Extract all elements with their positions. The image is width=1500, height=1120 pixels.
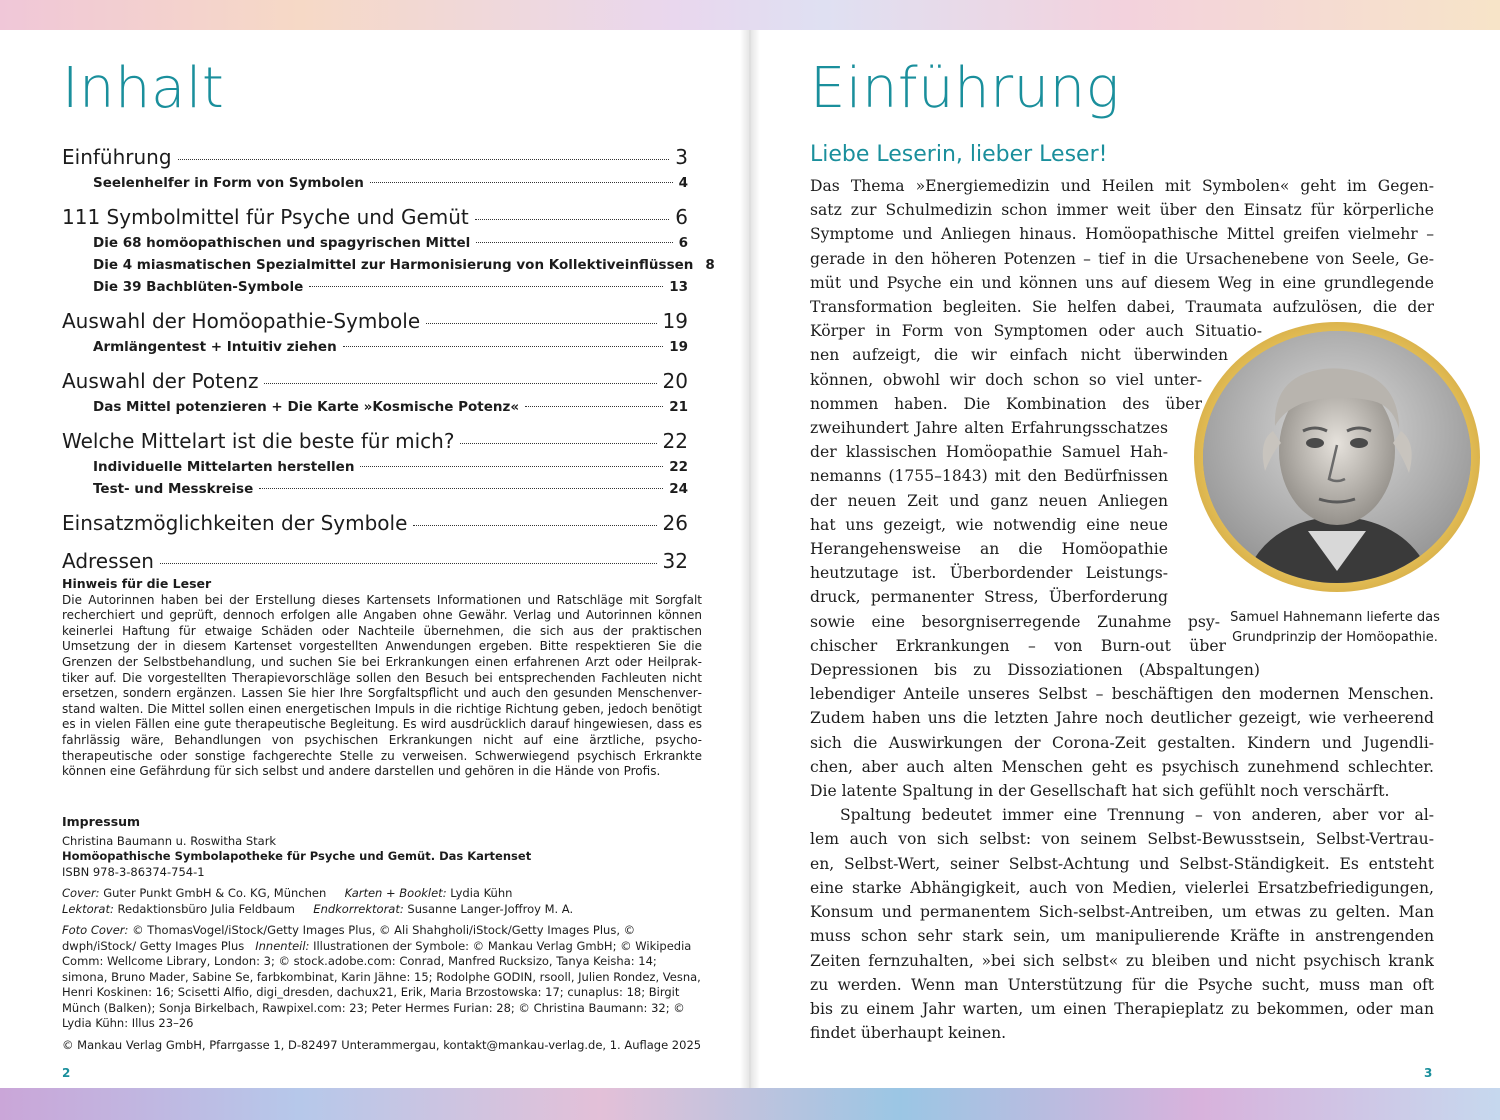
toc-page-number: 22 xyxy=(662,429,688,453)
chapter-title: Einführung xyxy=(810,56,1120,121)
toc-subentry xyxy=(62,459,688,481)
toc-leader-dots xyxy=(259,488,663,489)
body-text-line: Das Thema »Energiemedizin und Heilen mit Symbolen« geht im Gegen- xyxy=(810,177,1434,195)
toc-entry-title: 111 Symbolmittel für Psyche und Gemüt xyxy=(62,205,469,229)
body-text-line: lem auch von sich selbst: von seinem Selbst-Bewusstsein, Selbst-Vertrau- xyxy=(810,830,1434,849)
toc-entry xyxy=(62,309,688,339)
imprint-title: Impressum xyxy=(62,814,141,829)
toc-subentry xyxy=(62,399,688,421)
body-text-line: bis zu einem Jahr warten, um einen Therapieplatz zu bekommen, oder man xyxy=(810,999,1434,1018)
body-text-line: nommen haben. Die Kombination des über xyxy=(810,394,1202,413)
cover-label: Cover: xyxy=(62,886,100,900)
toc-subentry xyxy=(62,175,688,197)
foto-cover-label: Foto Cover: xyxy=(62,923,129,937)
toc-entry xyxy=(62,145,688,175)
karten-value: Lydia Kühn xyxy=(450,886,513,900)
toc-entry-title: Auswahl der Potenz xyxy=(62,369,259,393)
imprint-book-info xyxy=(62,834,702,881)
toc-page-number: 6 xyxy=(675,205,688,229)
lektorat-value: Redaktionsbüro Julia Feldbaum xyxy=(117,901,296,916)
body-text-line: gerade in den höheren Potenzen – tief in die Ursachenebene von Seele, Ge- xyxy=(810,249,1434,268)
toc-leader-dots xyxy=(360,466,663,467)
body-text-line: können, obwohl wir doch schon so viel unter- xyxy=(810,370,1202,389)
body-text-line: en, Selbst-Wert, seiner Selbst-Achtung und Selbst-Ständigkeit. Es entsteht xyxy=(810,854,1434,873)
toc-page-number: 6 xyxy=(678,235,688,251)
body-text-line: nen aufzeigt, die wir einfach nicht überwinden xyxy=(810,346,1228,365)
toc-page-number: 26 xyxy=(662,511,688,535)
toc-subentry xyxy=(62,257,715,279)
toc-entry xyxy=(62,549,688,579)
toc-page-number: 32 xyxy=(662,549,688,573)
body-text-line: sowie eine besorgniserregende Zunahme psy- xyxy=(810,612,1220,631)
body-text-line: chen, aber auch alten Menschen geht es psychisch zunehmend schlechter. xyxy=(810,757,1434,776)
toc-entry xyxy=(62,429,688,459)
toc-leader-dots xyxy=(160,563,657,564)
imprint-isbn: ISBN 978-3-86374-754-1 xyxy=(62,864,205,879)
toc-entry-title: Seelenhelfer in Form von Symbolen xyxy=(93,175,364,191)
toc-entry-title: Armlängentest + Intuitiv ziehen xyxy=(93,339,337,355)
body-text-line: satz zur Schulmedizin schon immer weit über den Einsatz für körperliche xyxy=(810,201,1434,220)
foto-cover-value: © ThomasVogel/iStock/Getty Images Plus, © Ali Shahgholi/iStock/Getty Images Plus, © dwph/iStock/ Getty Images Plus xyxy=(62,923,636,953)
toc-leader-dots xyxy=(178,159,670,160)
imprint xyxy=(62,814,702,1053)
toc-subentry xyxy=(62,339,688,361)
body-text-line: Zudem haben uns die letzten Jahre noch deutlicher gezeigt, wie verheerend xyxy=(810,709,1434,728)
toc-leader-dots xyxy=(475,219,669,220)
toc-entry-title: Die 4 miasmatischen Spezialmittel zur Harmonisierung von Kollektiveinflüssen xyxy=(93,257,694,273)
body-text-line: Symptome und Anliegen hinaus. Homöopathische Mittel greifen vielmehr – xyxy=(810,225,1434,244)
toc-leader-dots xyxy=(460,443,656,444)
imprint-authors: Christina Baumann u. Roswitha Stark xyxy=(62,833,277,848)
reader-notice-text: Die Autorinnen haben bei der Erstellung dieses Kartensets Informationen und Ratschläge mit Sorgfalt recherchiert und geprüft, dennoch erfolgen alle Angaben ohne Gewähr. Verlag und Autorinnen können keinerlei Haftung für etwaige Schäden oder Nachteile übernehmen, die sich aus der praktischen Umsetzung der in diesem Kartenset vorgestellten Anwendungen ergeben. Bitte respektieren Sie die Grenzen der Selbstbehandlung, und suchen Sie bei Erkrankungen einen erfahrenen Arzt oder Heilpraktiker auf. Die vorgestellten Therapievorschläge sollen den Besuch bei entsprechenden Fachleuten nicht ersetzen, sondern ergänzen. Lassen Sie hier Ihre Sorgfaltspflicht und auch den gesunden Menschenverstand walten. Die Mittel sollen einen energetischen Impuls in die richtige Richtung geben, jedoch benötigt es in vielen Fällen eine gute therapeutische Begleitung. Es wird ausdrücklich darauf hingewiesen, dass es fahrlässig wäre, Behandlungen von psychischen Erkrankungen nicht auf eine ärztliche, psychotherapeutische oder sonstige fachgerechte Stelle zu verweisen. Schwerwiegend psychisch Erkrankte können eine Gefährdung für sich selbst und andere darstellen und gehören in die Hände von Profis. xyxy=(62,592,702,779)
body-text-line: heutzutage ist. Überbordender Leistungs- xyxy=(810,564,1168,583)
body-text-line: nemanns (1755–1843) mit den Bedürfnissen xyxy=(810,467,1168,486)
toc-leader-dots xyxy=(426,323,656,324)
body-text-line: chischer Erkrankungen – von Burn-out über xyxy=(810,636,1226,655)
toc-page-number: 22 xyxy=(669,459,688,475)
body-text-line: Konsum und permanentem Sich-selbst-Antreiben, um etwas zu gelten. Man xyxy=(810,903,1434,922)
toc-entry xyxy=(62,511,688,541)
portrait-caption: Samuel Hahnemann lieferte das Grundprinzip der Homöopathie. xyxy=(1230,610,1440,645)
lektorat-label: Lektorat: xyxy=(62,901,114,916)
toc-subentry xyxy=(62,235,688,257)
toc-leader-dots xyxy=(476,242,672,243)
body-text-line: muss schon sehr stark sein, um manipulierende Kräfte in anstrengenden xyxy=(810,927,1434,946)
hahnemann-portrait-image xyxy=(1203,331,1471,583)
page-number-left: 2 xyxy=(62,1066,71,1080)
body-text-line: Herangehensweise an die Homöopathie xyxy=(810,540,1168,559)
body-text-line: der neuen Zeit und ganz neuen Anliegen xyxy=(810,491,1168,510)
toc-leader-dots xyxy=(370,182,673,183)
toc-page-number: 8 xyxy=(705,257,715,273)
toc-page-number: 19 xyxy=(669,339,688,355)
body-text-line: eine starke Abhängigkeit, auch von Medien, vielerlei Ersatzbefriedigungen, xyxy=(810,878,1434,897)
toc-entry-title: Einsatzmöglichkeiten der Symbole xyxy=(62,511,408,535)
body-text-line: müt und Psyche ein und können uns auf diesem Weg in eine grundlegende xyxy=(810,273,1434,292)
body-text-line: druck, permanenter Stress, Überforderung xyxy=(810,588,1168,607)
toc-page-number: 21 xyxy=(669,399,688,415)
portrait-illustration xyxy=(1203,331,1471,583)
toc-title: Inhalt xyxy=(62,56,225,121)
toc-entry-title: Das Mittel potenzieren + Die Karte »Kosmische Potenz« xyxy=(93,399,520,415)
innenteil-value: Illustrationen der Symbole: © Mankau Verlag GmbH; © Wikipedia Comm: Wellcome Library, London: 3; © stock.adobe.com: Conrad, Manfred Rucksizo, Tanya Keisha: 14; simona, Bruno Mader, Sabine Se, farbkombinat, Karin Jähne: 15; Rodolphe GODIN, rsooll, Julien Rondez, Vesna, Henri Koskinen: 16; Scisetti Alfio, digi_dresden, dachux21, Erik, Maria Brzostowska: 17; cunaplus: 18; Birgit Münch (Balken); Sonja Birkelbach, Rawpixel.com: 23; Peter Hermes Furian: 28; © Christina Baumann: 32; © Lydia Kühn: Illus 23–26 xyxy=(62,938,701,1030)
toc-page-number: 20 xyxy=(662,369,688,393)
decorative-bottom-strip xyxy=(0,1088,1500,1120)
toc-leader-dots xyxy=(264,383,656,384)
body-text-line: lebendiger Anteile unseres Selbst – beschäftigen den modernen Menschen. xyxy=(810,685,1434,704)
toc-leader-dots xyxy=(309,286,663,287)
toc-page-number: 24 xyxy=(669,481,688,497)
table-of-contents xyxy=(62,145,715,579)
chapter-subtitle: Liebe Leserin, lieber Leser! xyxy=(810,142,1108,167)
body-text-line: der klassischen Homöopathie Samuel Hah- xyxy=(810,443,1168,462)
toc-page-number: 4 xyxy=(678,175,688,191)
imprint-photo-credits xyxy=(62,923,702,1032)
toc-entry-title: Adressen xyxy=(62,549,154,573)
toc-entry-title: Welche Mittelart ist die beste für mich? xyxy=(62,429,455,453)
toc-page-number: 13 xyxy=(669,279,688,295)
portrait-frame xyxy=(1194,322,1480,592)
imprint-publisher: © Mankau Verlag GmbH, Pfarrgasse 1, D-82497 Unterammergau, kontakt@mankau-verlag.de, 1. Auflage 2025 xyxy=(62,1037,702,1052)
toc-page-number: 3 xyxy=(675,145,688,169)
body-text-line: Depressionen bis zu Dissoziationen (Abspaltungen) xyxy=(810,661,1260,680)
body-text-line: findet überhaupt keinen. xyxy=(810,1024,1007,1043)
endkorrektorat-label: Endkorrektorat: xyxy=(313,901,404,916)
body-text-line: Die latente Spaltung in der Gesellschaft hat sich gefühlt noch verschärft. xyxy=(810,782,1390,801)
toc-subentry xyxy=(62,481,688,503)
imprint-credits xyxy=(62,886,702,917)
body-text-line: hat uns gezeigt, wie notwendig eine neue xyxy=(810,515,1168,534)
cover-value: Guter Punkt GmbH & Co. KG, München xyxy=(103,886,327,900)
toc-entry-title: Die 68 homöopathischen und spagyrischen Mittel xyxy=(93,235,471,251)
endkorrektorat-value: Susanne Langer-Joffroy M. A. xyxy=(407,901,574,916)
body-text-line: Spaltung bedeutet immer eine Trennung – von anderen, aber vor al- xyxy=(840,806,1434,825)
imprint-book-title: Homöopathische Symbolapotheke für Psyche und Gemüt. Das Kartenset xyxy=(62,849,532,863)
body-text-line: Körper in Form von Symptomen oder auch Situatio- xyxy=(810,322,1262,341)
reader-notice-title: Hinweis für die Leser xyxy=(62,576,212,591)
toc-subentry xyxy=(62,279,688,301)
toc-entry-title: Test- und Messkreise xyxy=(93,481,254,497)
innenteil-label: Innenteil: xyxy=(255,938,310,953)
body-text-line: sich die Auswirkungen der Corona-Zeit gestalten. Kindern und Jugendli- xyxy=(810,733,1434,752)
toc-page-number: 19 xyxy=(662,309,688,333)
toc-entry-title: Auswahl der Homöopathie-Symbole xyxy=(62,309,421,333)
page-number-right: 3 xyxy=(1424,1066,1433,1080)
toc-entry-title: Einführung xyxy=(62,145,172,169)
toc-leader-dots xyxy=(343,346,664,347)
body-text-line: Transformation begleiten. Sie helfen dabei, Traumata aufzulösen, die der xyxy=(810,298,1434,317)
body-text-line: Zeiten fernzuhalten, »bei sich selbst« zu bleiben und nicht psychisch krank xyxy=(810,951,1434,970)
toc-entry xyxy=(62,369,688,399)
toc-leader-dots xyxy=(525,406,663,407)
toc-leader-dots xyxy=(413,525,656,526)
toc-entry xyxy=(62,205,688,235)
body-text-line: zweihundert Jahre alten Erfahrungsschatzes xyxy=(810,419,1168,438)
toc-entry-title: Die 39 Bachblüten-Symbole xyxy=(93,279,304,295)
karten-label: Karten + Booklet: xyxy=(344,886,447,900)
book-gutter xyxy=(740,30,760,1088)
toc-entry-title: Individuelle Mittelarten herstellen xyxy=(93,459,355,475)
reader-notice xyxy=(62,576,702,780)
body-text-line: zu werden. Wenn man Unterstützung für die Psyche sucht, muss man oft xyxy=(810,975,1434,994)
